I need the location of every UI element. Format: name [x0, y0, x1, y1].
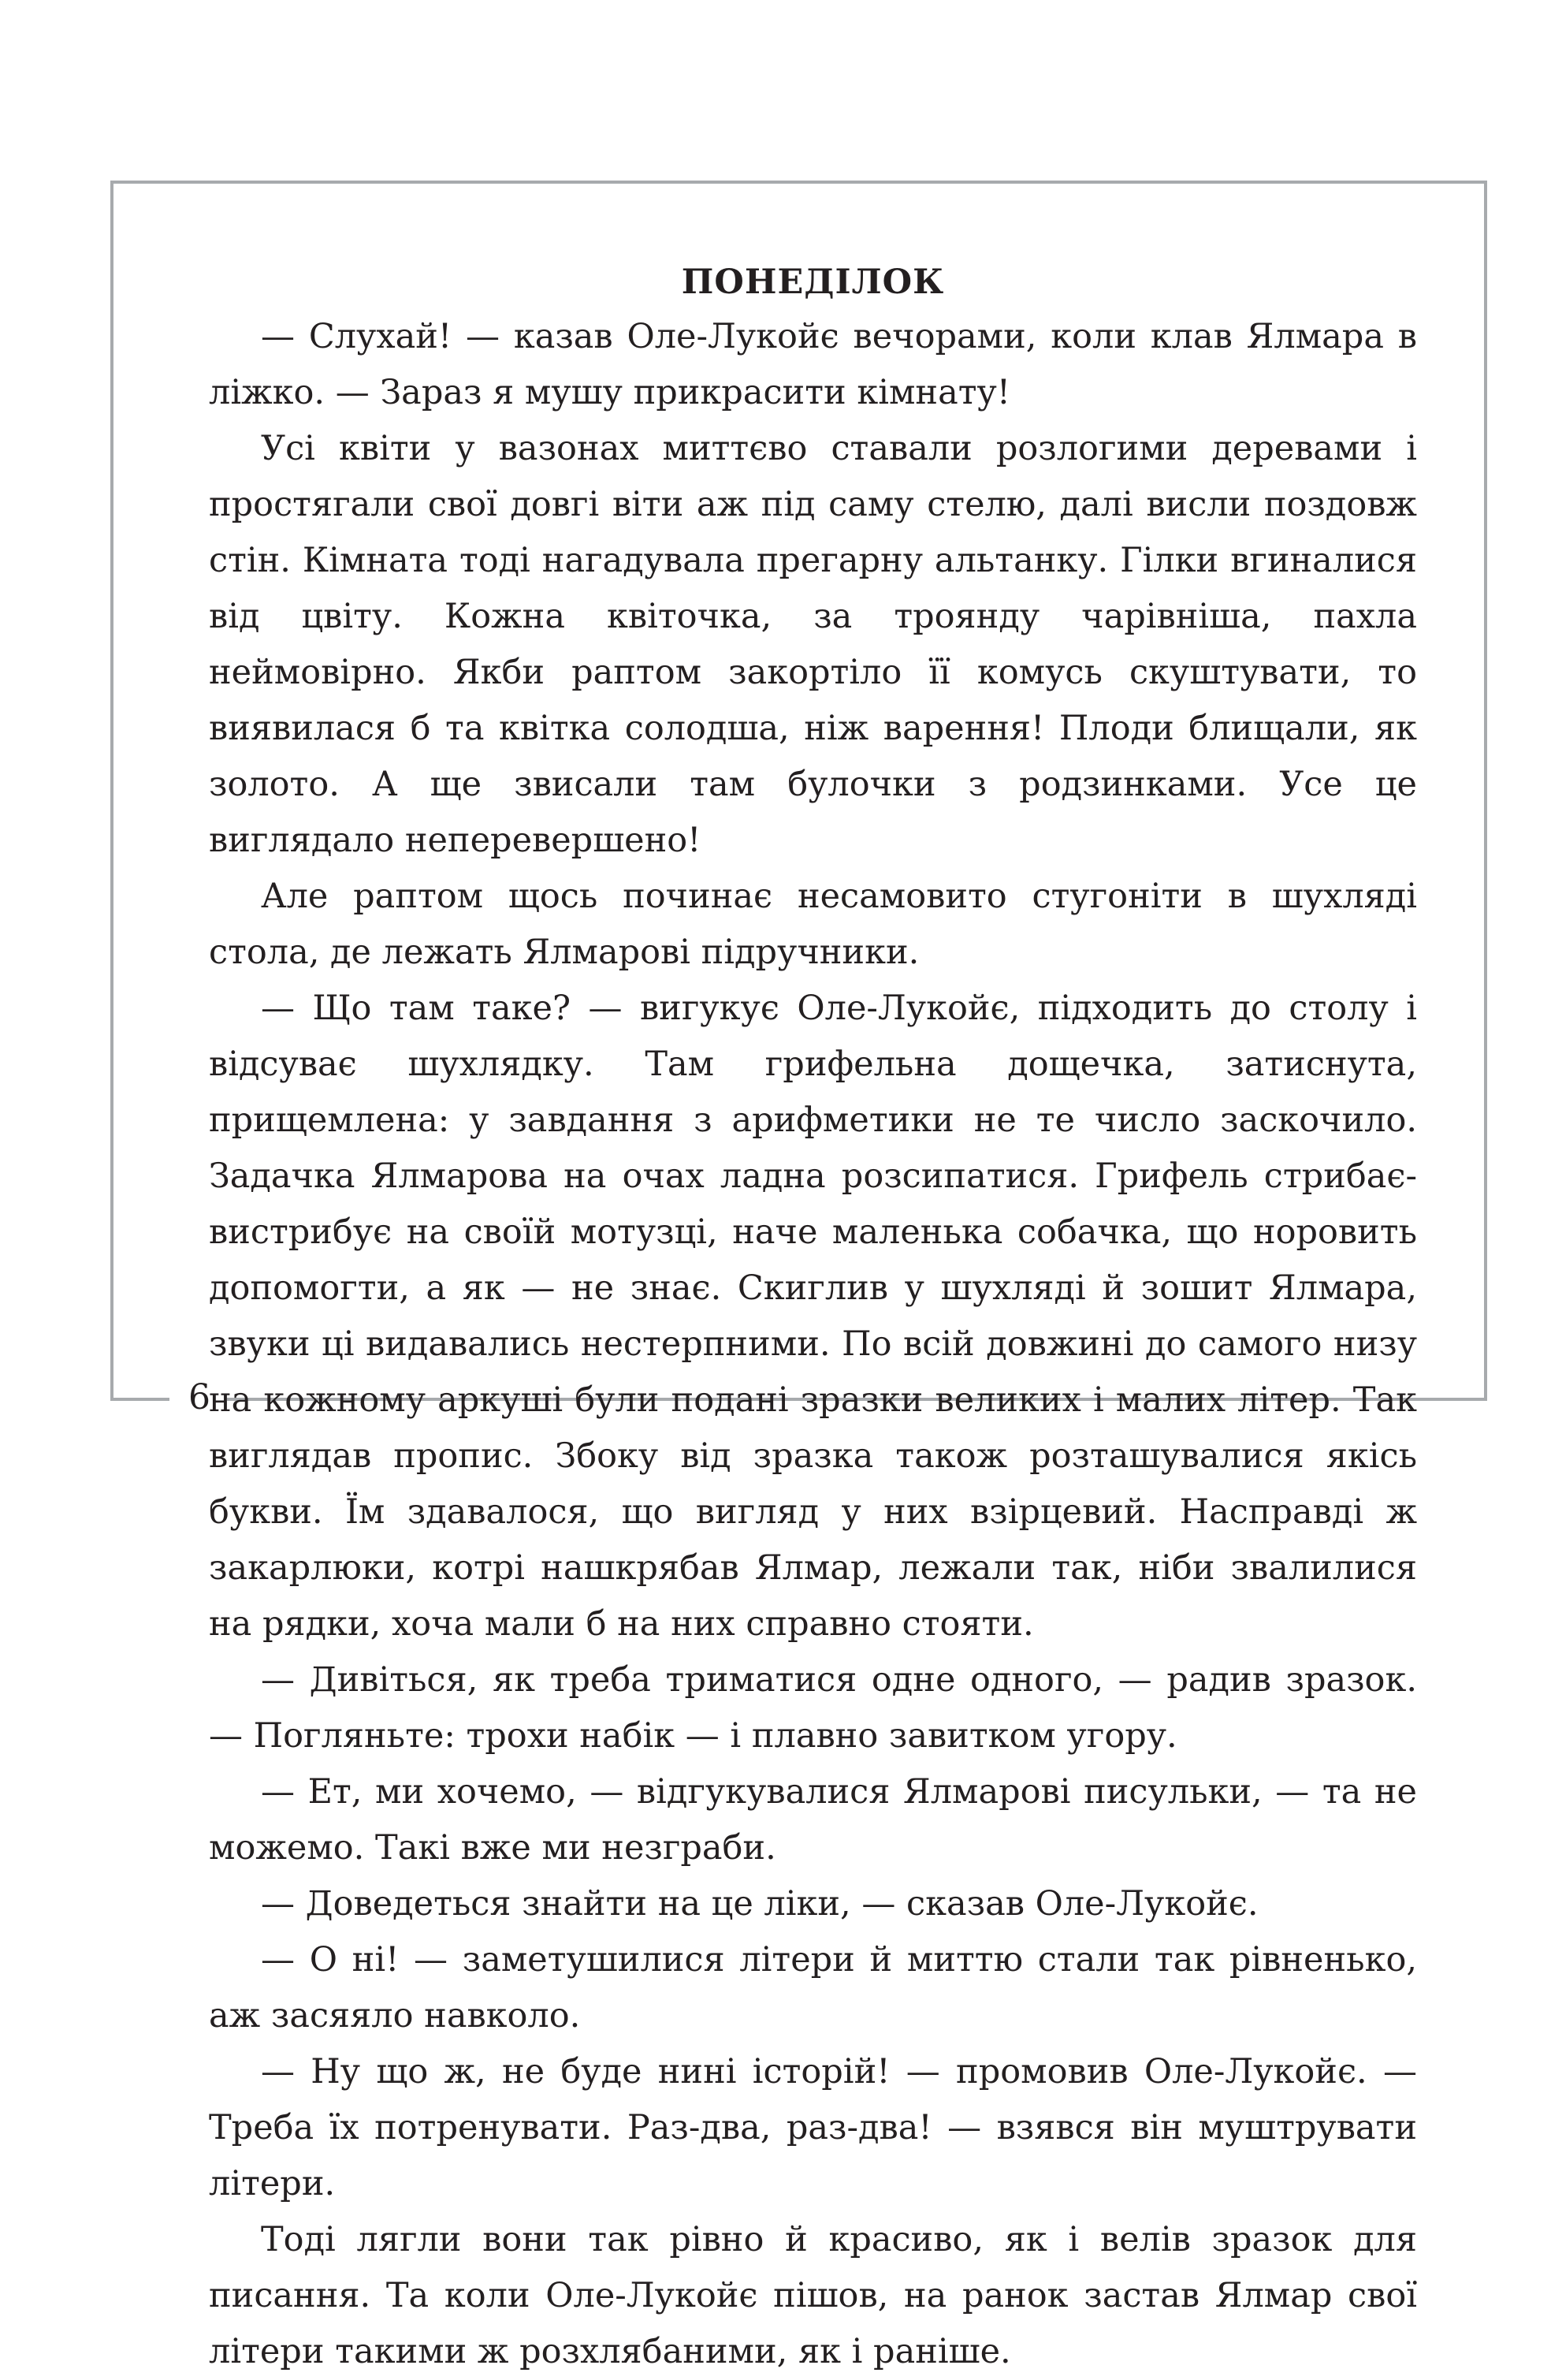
paragraph: Усі квіти у вазонах миттєво ставали розлогими деревами і простягали свої довгі віти аж під саму стелю, далі висли поздовж стін. Кімната тоді нагадувала прегарну альтанку. Гілки вгиналися від цвіту. Кожна квіточка, за троянду чарівніша, пахла неймовірно. Якби раптом закортіло її комусь скуштувати, то виявилася б та квітка солодша, ніж варення! Плоди блищали, як золото. А ще звисали там булочки з родзинками. Усе це виглядало неперевершено! [209, 429, 1417, 860]
paragraph: — Ну що ж, не буде нині історій! — промовив Оле-Лукойє. — Треба їх потренувати. Раз-два, раз-два! — взявся він муштрувати літери. [209, 2052, 1417, 2203]
chapter-heading: ПОНЕДІЛОК [681, 263, 945, 302]
paragraph: Але раптом щось починає несамовито стугоніти в шухляді стола, де лежать Ялмарові підручники. [209, 877, 1417, 972]
paragraph: — Ет, ми хочемо, — відгукувалися Ялмарові писульки, — та не можемо. Такі вже ми незграби. [209, 1772, 1417, 1868]
paragraph: — Дивіться, як треба триматися одне одного, — радив зразок. — Погляньте: трохи набік — і плавно завитком угору. [209, 1660, 1417, 1756]
page-frame-right [1484, 181, 1487, 1401]
paragraph: — Слухай! — казав Оле-Лукойє вечорами, коли клав Ялмара в ліжко. — Зараз я мушу прикрасити кімнату! [209, 317, 1417, 412]
paragraph: — Що там таке? — вигукує Оле-Лукойє, підходить до столу і відсуває шухлядку. Там грифельна дощечка, затиснута, прищемлена: у завдання з арифметики не те число заскочило. Задачка Ялмарова на очах ладна розсипатися. Грифель стрибає-вистрибує на своїй мотузці, наче маленька собачка, що норовить допомогти, а як — не знає. Скиглив у шухляді й зошит Ялмара, звуки ці видавались нестерпними. По всій довжині до самого низу на кожному аркуші були подані зразки великих і малих літер. Так виглядав пропис. Збоку від зразка також розташувалися якісь букви. Їм здавалося, що вигляд у них взірцевий. Насправді ж закарлюки, котрі нашкрябав Ялмар, лежали так, ніби звалилися на рядки, хоча мали б на них справно стояти. [209, 989, 1417, 1644]
paragraph: Тоді лягли вони так рівно й красиво, як і велів зразок для писання. Та коли Оле-Лукойє пішов, на ранок застав Ялмар свої літери такими ж розхлябаними, як і раніше. [209, 2220, 1417, 2371]
page-content [209, 260, 1417, 2380]
paragraph: — О ні! — заметушилися літери й миттю стали так рівненько, аж засяяло навколо. [209, 1940, 1417, 2035]
page-frame-left [110, 181, 113, 1401]
page-frame-bottom-left [110, 1398, 169, 1401]
page-frame-top [110, 181, 1487, 184]
page-number: 6 [188, 1377, 210, 1417]
paragraph: — Доведеться знайти на це ліки, — сказав Оле-Лукойє. [261, 1884, 1259, 1924]
